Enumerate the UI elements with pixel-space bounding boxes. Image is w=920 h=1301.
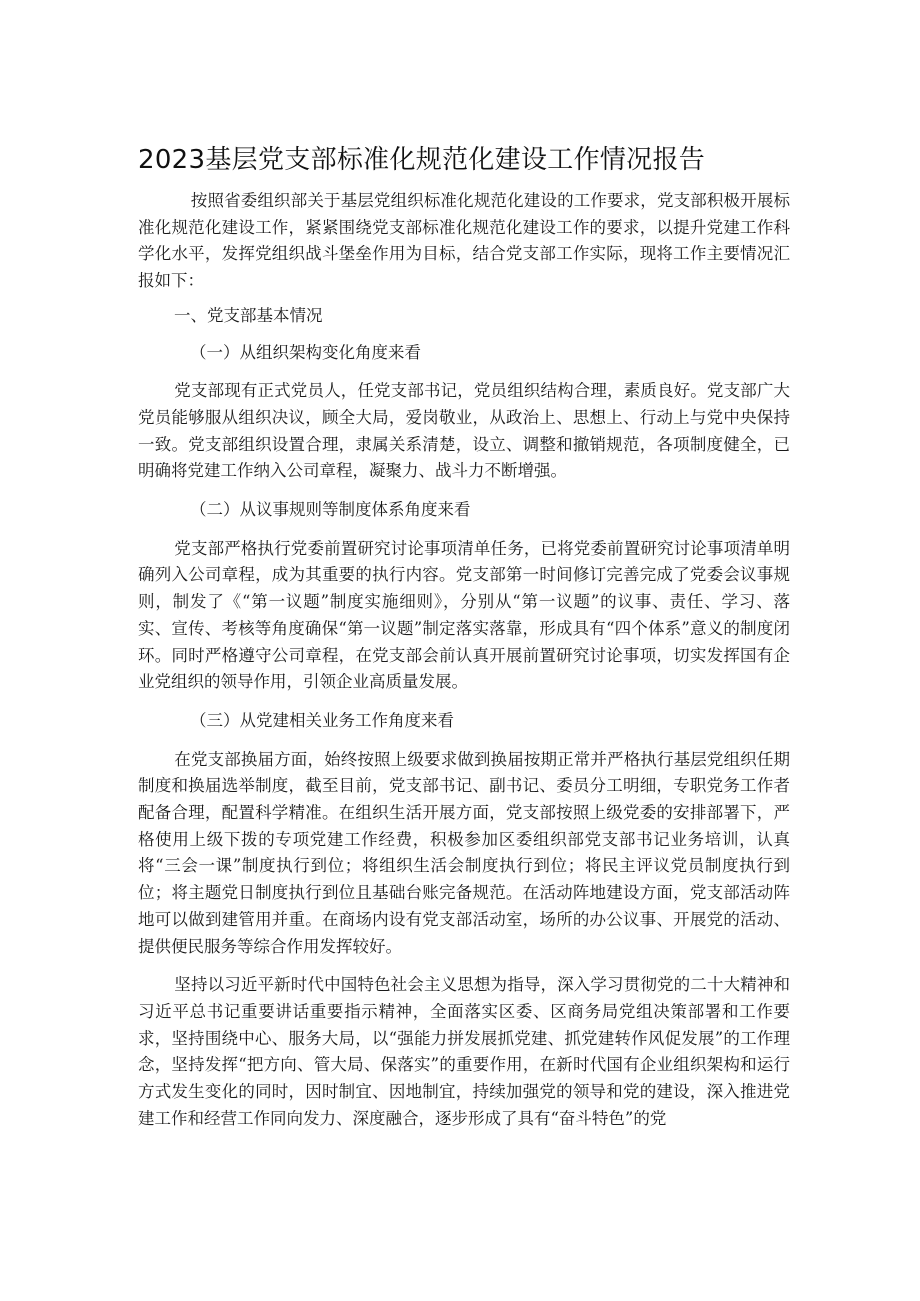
org-structure-paragraph: 党支部现有正式党员人，任党支部书记，党员组织结构合理，素质良好。党支部广大党员能够服从组织决议，顾全大局，爱岗敬业，从政治上、思想上、行动上与党中央保持一致。党支部组织设置合理，隶属关系清楚，设立、调整和撤销规范，各项制度健全，已明确将党建工作纳入公司章程，凝聚力、战斗力不断增强。	[138, 381, 790, 481]
subsection-heading-party-work: （三）从党建相关业务工作角度来看	[190, 710, 454, 730]
subsection-heading-rules-system: （二）从议事规则等制度体系角度来看	[190, 500, 471, 520]
intro-paragraph: 按照省委组织部关于基层党组织标准化规范化建设的工作要求，党支部积极开展标准化规范化建设工作，紧紧围绕党支部标准化规范化建设工作的要求，以提升党建工作科学化水平，发挥党组织战斗堡垒作用为目标，结合党支部工作实际，现将工作主要情况汇报如下：	[138, 191, 790, 291]
document-body	[138, 188, 790, 1133]
closing-paragraph: 坚持以习近平新时代中国特色社会主义思想为指导，深入学习贯彻党的二十大精神和习近平总书记重要讲话重要指示精神，全面落实区委、区商务局党组决策部署和工作要求，坚持围绕中心、服务大局，以“强能力拼发展抓党建、抓党建转作风促发展”的工作理念，坚持发挥“把方向、管大局、保落实”的重要作用，在新时代国有企业组织架构和运行方式发生变化的同时，因时制宜、因地制宜，持续加强党的领导和党的建设，深入推进党建工作和经营工作同向发力、深度融合，逐步形成了具有“奋斗特色”的党	[138, 975, 790, 1128]
document-title: 2023基层党支部标准化规范化建设工作情况报告	[138, 145, 706, 175]
party-work-paragraph: 在党支部换届方面，始终按照上级要求做到换届按期正常并严格执行基层党组织任期制度和换届选举制度，截至目前，党支部书记、副书记、委员分工明细，专职党务工作者配备合理，配置科学精准。在组织生活开展方面，党支部按照上级党委的安排部署下，严格使用上级下拨的专项党建工作经费，积极参加区委组织部党支部书记业务培训，认真将“三会一课”制度执行到位；将组织生活会制度执行到位；将民主评议党员制度执行到位；将主题党日制度执行到位且基础台账完备规范。在活动阵地建设方面，党支部活动阵地可以做到建管用并重。在商场内设有党支部活动室，场所的办公议事、开展党的活动、提供便民服务等综合作用发挥较好。	[138, 749, 790, 956]
subsection-heading-org-structure: （一）从组织架构变化角度来看	[190, 342, 421, 362]
section-heading-basic-info: 一、党支部基本情况	[174, 305, 323, 325]
rules-system-paragraph: 党支部严格执行党委前置研究讨论事项清单任务，已将党委前置研究讨论事项清单明确列入公司章程，成为其重要的执行内容。党支部第一时间修订完善完成了党委会议事规则，制发了《“第一议题”制度实施细则》，分别从“第一议题”的议事、责任、学习、落实、宣传、考核等角度确保“第一议题”制定落实落靠，形成具有“四个体系”意义的制度闭环。同时严格遵守公司章程，在党支部会前认真开展前置研究讨论事项，切实发挥国有企业党组织的领导作用，引领企业高质量发展。	[138, 538, 790, 692]
